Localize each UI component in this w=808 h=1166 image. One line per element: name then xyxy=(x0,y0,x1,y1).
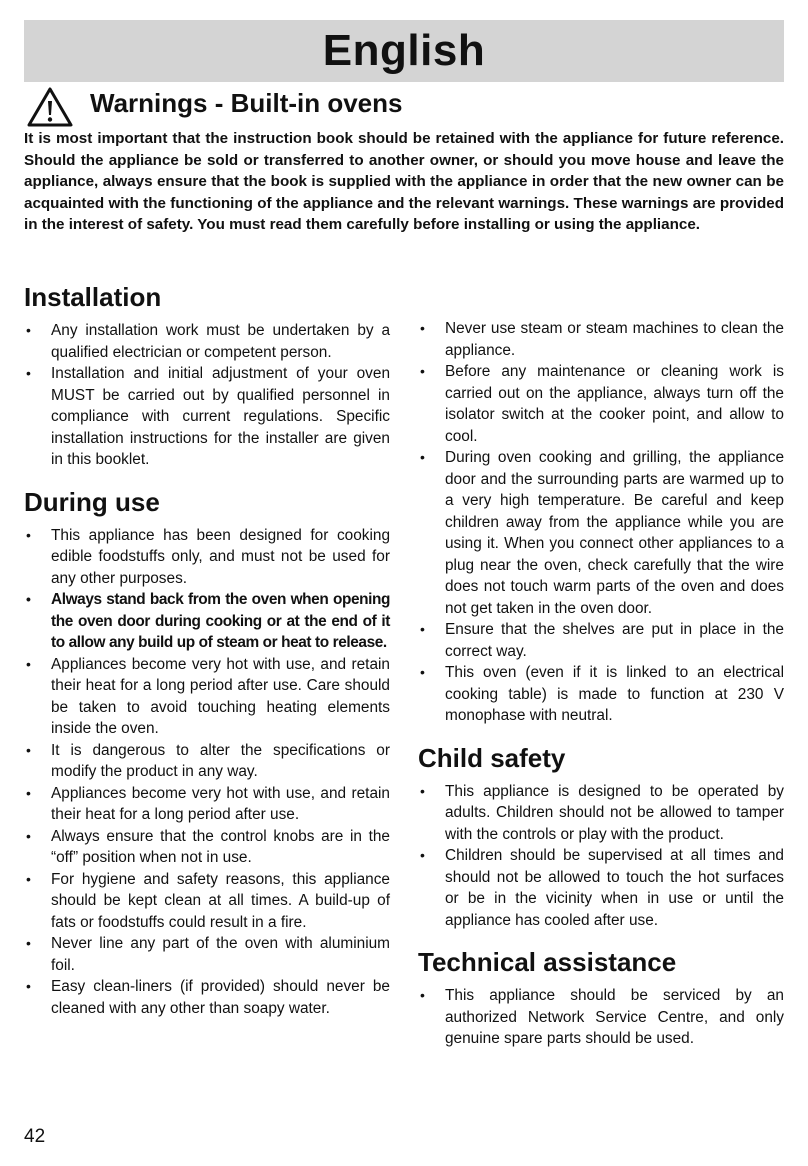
list-item: • Ensure that the shelves are put in place in the correct way. xyxy=(418,619,784,662)
installation-list xyxy=(24,320,390,471)
list-item: • Appliances become very hot with use, and retain their heat for a long period after use. Care should be taken to avoid touching heating elements inside the oven. xyxy=(24,654,390,740)
list-item: • This appliance has been designed for cooking edible foodstuffs only, and must not be used for any other purposes. xyxy=(24,525,390,590)
list-item: • It is dangerous to alter the specifications or modify the product in any way. xyxy=(24,740,390,783)
installation-section xyxy=(24,280,390,471)
child-safety-list xyxy=(418,781,784,932)
warning-triangle-icon xyxy=(26,86,74,128)
page-number: 42 xyxy=(24,1126,46,1147)
warnings-title: Warnings - Built-in ovens xyxy=(90,88,403,118)
language-title: English xyxy=(322,26,486,75)
list-item: • Never line any part of the oven with aluminium foil. xyxy=(24,933,390,976)
list-item: • For hygiene and safety reasons, this appliance should be kept clean at all times. A build-up of fats or foodstuffs could result in a fire. xyxy=(24,869,390,934)
list-item: • During oven cooking and grilling, the appliance door and the surrounding parts are warmed up to a very high temperature. Be careful and keep children away from the appliance while you are using it. When you connect other appliances to a plug near the oven, check carefully that the wire does not touch warm parts of the oven and does not get taken in the oven door. xyxy=(418,447,784,619)
left-column xyxy=(24,280,390,1033)
list-item: • Before any maintenance or cleaning work is carried out on the appliance, always turn off the isolator switch at the cooker point, and allow to cool. xyxy=(418,361,784,447)
list-item: • This appliance is designed to be operated by adults. Children should not be allowed to tamper with the controls or play with the product. xyxy=(418,781,784,846)
child-safety-heading: Child safety xyxy=(418,742,566,773)
list-item: • Installation and initial adjustment of your oven MUST be carried out by qualified personnel in compliance with current regulations. Specific installation instructions for the installer are given in this booklet. xyxy=(24,363,390,471)
list-item: • Easy clean-liners (if provided) should never be cleaned with any other than soapy water. xyxy=(24,976,390,1019)
warnings-heading-row xyxy=(24,86,784,126)
list-item: • Never use steam or steam machines to clean the appliance. xyxy=(418,318,784,361)
during-use-continued xyxy=(418,318,784,727)
installation-heading: Installation xyxy=(24,282,162,312)
during-use-list xyxy=(24,525,390,1020)
during-use-continued-list xyxy=(418,318,784,727)
child-safety-section xyxy=(418,741,784,932)
list-item: • Appliances become very hot with use, and retain their heat for a long period after use. xyxy=(24,783,390,826)
list-item: • Always ensure that the control knobs are in the “off” position when not in use. xyxy=(24,826,390,869)
language-banner xyxy=(24,20,784,82)
during-use-heading: During use xyxy=(24,486,160,517)
list-item: • Any installation work must be undertaken by a qualified electrician or competent person. xyxy=(24,320,390,363)
technical-assistance-list xyxy=(418,985,784,1050)
list-item-bold: • Always stand back from the oven when opening the oven door during cooking or at the end of it to allow any build up of steam or heat to release. xyxy=(24,589,390,654)
technical-assistance-heading: Technical assistance xyxy=(418,947,677,977)
list-item: • This appliance should be serviced by an authorized Network Service Centre, and only genuine spare parts should be used. xyxy=(418,985,784,1050)
technical-assistance-section xyxy=(418,945,784,1050)
warnings-intro: It is most important that the instruction book should be retained with the appliance for future reference. Should the appliance be sold or transferred to another owner, or should you move house and leave the appliance, always ensure that the book is supplied with the appliance in order that the new owner can be acquainted with the functioning of the appliance and the relevant warnings. These warnings are provided in the interest of safety. You must read them carefully before installing or using the appliance. xyxy=(24,130,784,233)
list-item: • Children should be supervised at all times and should not be allowed to touch the hot surfaces or be in the vicinity when in use or until the appliance has cooled after use. xyxy=(418,845,784,931)
list-item: • This oven (even if it is linked to an electrical cooking table) is made to function at 230 V monophase with neutral. xyxy=(418,662,784,727)
right-column xyxy=(418,318,784,1064)
during-use-section xyxy=(24,485,390,1020)
